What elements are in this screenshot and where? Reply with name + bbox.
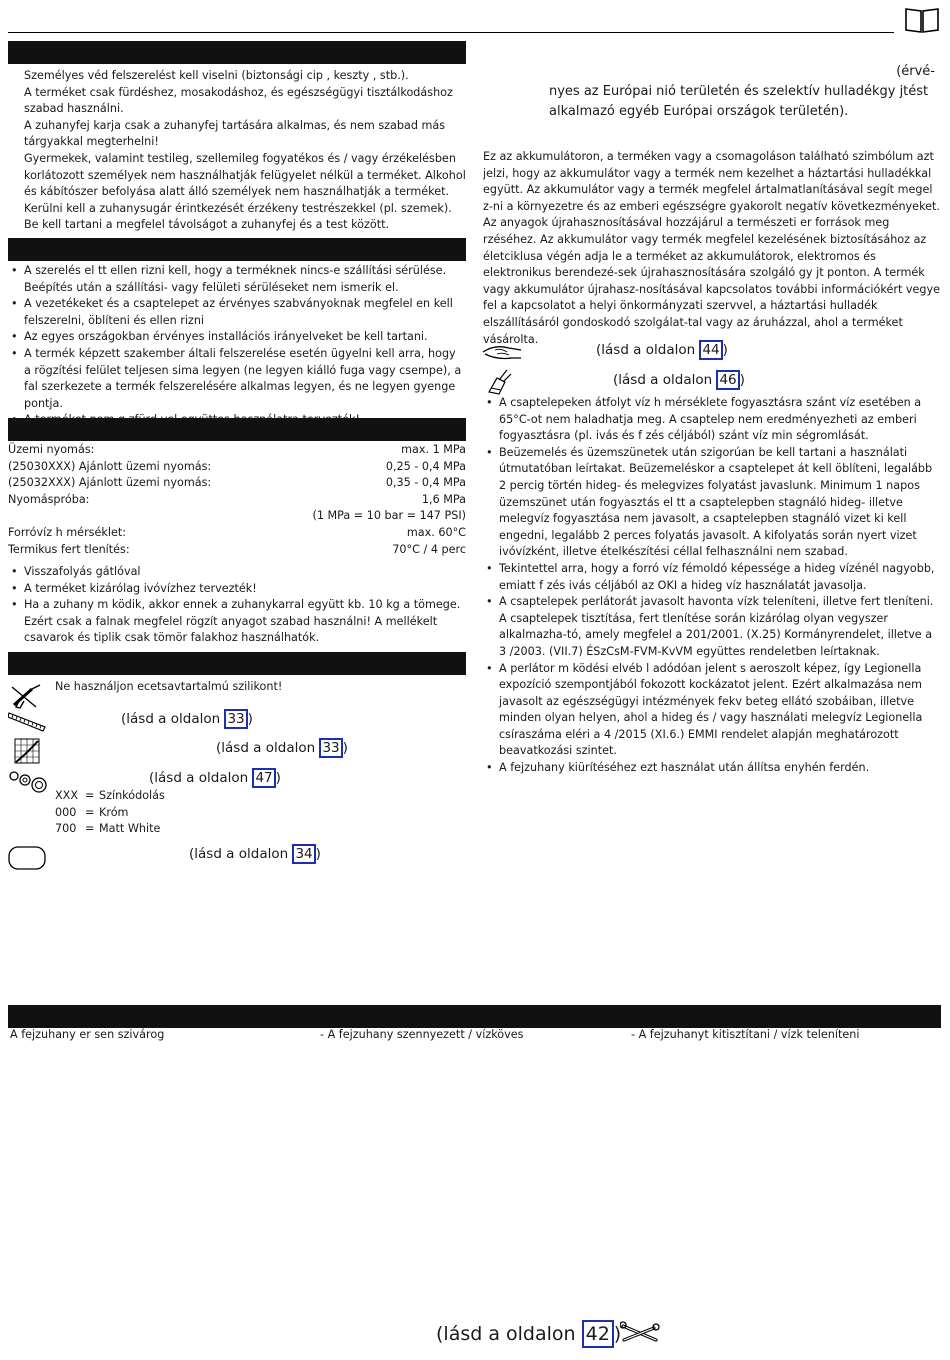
page-link-clean-hand[interactable]: 44: [699, 340, 722, 360]
spec-row: (25030XXX) Ajánlott üzemi nyomás: 0,25 - 0,4 MPa: [8, 459, 466, 473]
specs-notes: [8, 564, 466, 647]
install-item: • A szerelés el tt ellen rizni kell, hogy a terméknek nincs-e szállítási sérülése. Beépítés után a szállítási- vagy felületi sérüléseket nem ismerik el.: [8, 263, 466, 296]
ref-cleaning: (lásd a oldalon 34 ): [189, 846, 321, 862]
section-bar-troubleshooting: [8, 1005, 941, 1028]
spec-row: (25032XXX) Ajánlott üzemi nyomás: 0,35 - 0,4 MPa: [8, 476, 466, 490]
section-bar-specs: [8, 418, 466, 441]
note-item: • Tekintettel arra, hogy a forró víz fémoldó képessége a hideg vízénél nagyobb, emiatt f zés ivás céljából az OKI a hideg víz használatát javasolja.: [483, 561, 939, 594]
ref-parts: (lásd a oldalon 47 ): [149, 770, 281, 786]
ref-clean-hand: (lásd a oldalon 44 ): [596, 342, 728, 358]
specs-section: [8, 442, 466, 558]
color-code-row: 700 = Matt White: [55, 822, 161, 836]
ref-dimensions: (lásd a oldalon 33 ): [121, 711, 253, 727]
safety-line: A zuhanyfej karja csak a zuhanyfej tartására alkalmas, és nem szabad más tárgyakkal megterhelni!: [24, 118, 446, 149]
color-code-row: XXX = Színkódolás: [55, 789, 165, 802]
note-item: • A csaptelepeken átfolyt víz h mérséklete fogyasztásra szánt víz esetében a 65°C-ot nem haladhatja meg. A csaptelep nem eredményezheti az emberi fogyasztásra (pl. ivás és f zés céljából) szánt víz min ségromlását.: [483, 395, 939, 445]
safety-section: [8, 68, 466, 234]
ruler-icon: [8, 710, 46, 732]
spec-note: • A terméket kizárólag ivóvízhez tervezték!: [8, 581, 466, 598]
trouble-cause: - A fejzuhany szennyezett / vízköves: [320, 1028, 524, 1041]
battery-text: Ez az akkumulátoron, a terméken vagy a csomagoláson található szimbólum azt jelzi, hogy az akkumulátor vagy a termék nem kezelhet a háztartási hulladékkal együtt. Az akkumulátor vagy a termék megfelel ártalmatlanításával segít megel z-ni a környezetre és az emberi egészségre gyakorolt negatív következményeket. Az anyagok újrahasznosításával hozzájárul a természeti er források meg rzéséhez. Az akkumulátor vagy termék megfelel kezelésének biztosításához az életciklusa végén adja le a terméket az akkumulátorok, elektromos és elektronikus berendezé-sek újrahasznosítására szolgáló gy jt ponton. A termék vagy akkumulátor újrahasz-nosításával kapcsolatos további információkért vegye fel a kapcsolatot a helyi önkormányzati szervvel, a háztartási hulladék elszállításáról gondoskodó szolgálat-tal vagy az áruházzal, ahol a terméket vásárolta.: [483, 150, 941, 346]
note-item: • Beüzemelés és üzemszünetek után szigorúan be kell tartani a használati útmutatóban leírtakat. Beüzemeléskor a csaptelepet át kell öblíteni, legalább 2 percig történ hideg- és melegvizes folyatást javaslunk. Minimum 1 napos üzemszünet után fogyasztás el tt a csaptelepben stagnáló hideg- illetve melegvíz fogyasztása nem javasolt, a csaptelepben stagnáló vizet ki kell engedni, legalább 2 perces folyatás javasolt. A kifolyatás során nyert vizet ivóvízként, illetve ételkészítési céllal felhasználni nem szabad.: [483, 445, 939, 561]
spec-row: Forróvíz h mérséklet: max. 60°C: [8, 525, 466, 539]
spec-note: • Ha a zuhany m ködik, akkor ennek a zuhanykarral együtt kb. 10 kg a tömege. Ezért csak a falnak megfelel rögzít anyagot szabad használni! A mellékelt csavarok és tiplik csak tömör falakhoz használhatók.: [8, 597, 466, 647]
page-link-dimensions[interactable]: 33: [224, 709, 247, 729]
safety-line: Gyermekek, valamint testileg, szellemileg fogyatékos és / vagy érzékelésben korlátozott személyek nem használhatják felügyelet nélkül a terméket. Alkohol és kábítószer befolyása alatt álló személyek nem használhatják a terméket.: [24, 151, 466, 199]
spec-row: Nyomáspróba: 1,6 MPa: [8, 492, 466, 506]
hand-cleaning-icon: [481, 340, 523, 366]
note-item: • A fejzuhany kiürítéséhez ezt használat után állítsa enyhén ferdén.: [483, 760, 939, 777]
spec-note: • Visszafolyás gátlóval: [8, 564, 466, 581]
section-bar-safety: [8, 41, 466, 64]
section-bar-icons: [8, 652, 466, 675]
trouble-remedy: - A fejzuhanyt kitisztítani / vízk teleníteni: [631, 1028, 860, 1041]
spec-row: Termikus fert tlenítés: 70°C / 4 perc: [8, 542, 466, 556]
book-icon: [904, 6, 940, 34]
section-bar-install: [8, 238, 466, 261]
install-item: • A vezetékeket és a csaptelepet az érvényes szabványoknak megfelel en kell felszerelni, öblíteni és ellen rizni: [8, 296, 466, 329]
ref-clean-brush: (lásd a oldalon 46 ): [613, 372, 745, 388]
cleaning-symbol-icon: [8, 846, 46, 870]
install-section: [8, 263, 466, 429]
header-rule: [8, 32, 894, 33]
install-item: • Az egyes országokban érvényes installációs irányelveket be kell tartani.: [8, 329, 466, 346]
tools-icon: [620, 1320, 660, 1346]
page-link-parts[interactable]: 47: [252, 768, 275, 788]
trouble-problem: A fejzuhany er sen szivárog: [10, 1028, 165, 1041]
spec-row: (1 MPa = 10 bar = 147 PSI): [312, 509, 466, 523]
safety-line: Személyes véd felszerelést kell viselni (biztonsági cip , keszty , stb.).: [24, 69, 409, 82]
page-link-cleaning[interactable]: 34: [292, 844, 315, 864]
install-item: • A termék képzett szakember általi felszerelése esetén ügyelni kell arra, hogy a rögzítési felület teljesen sima legyen (ne legyen kiálló fuga vagy csempe), a fal szerkezete a termék felszerelésére alkalmas legyen, és ne legyen gyenge pontja.: [8, 346, 466, 412]
ref-flow: (lásd a oldalon 33 ): [216, 740, 348, 756]
brush-cleaning-icon: [485, 368, 515, 396]
safety-line: Kerülni kell a zuhanysugár érintkezését érzékeny testrészekkel (pl. szemek). Be kell tartani a megfelel távolságot a zuhanyfej és a test között.: [24, 201, 452, 232]
silicone-note: Ne használjon ecetsavtartalmú szilikont!: [55, 680, 283, 693]
color-codes: [55, 788, 165, 838]
page-link-clean-brush[interactable]: 46: [716, 370, 739, 390]
flow-diagram-icon: [14, 738, 40, 764]
spec-row: Üzemi nyomás: max. 1 MPa: [8, 443, 466, 456]
disposal-text: (érvé- nyes az Európai nió területén és szelektív hulladékgy jtést alkalmazó egyéb Európai országok területén).: [549, 64, 935, 119]
spare-parts-icon: [8, 768, 48, 794]
safety-line: A terméket csak fürdéshez, mosakodáshoz, és egészségügyi tisztálkodáshoz szabad használni.: [24, 85, 453, 116]
hungary-notes: [483, 395, 939, 777]
note-item: • A perlátor m ködési elvéb l adódóan jelent s aeroszolt képez, így Legionella expozíció szempontjából fokozott kockázatot jelent. Ezért alkalmazása nem javasolt az egészségügyi intézmények fekv beteg ellátó szobáiban, illetve minden olyan helyen, ahol a hideg és / vagy használati melegvíz Legionella csíraszáma eléri a 4 /2015 (XI.6.) EMMI rendelet alapján meghatározott beavatkozási szintet.: [483, 661, 939, 761]
page-link-flow[interactable]: 33: [319, 738, 342, 758]
silicone-gun-icon: [10, 683, 42, 709]
color-code-row: 000 = Króm: [55, 805, 129, 819]
note-item: • A csaptelepek perlátorát javasolt havonta vízk teleníteni, illetve fert tleníteni. A csaptelepek tisztítása, fert tlenítése során kizárólag olyan vegyszer alkalmazha-tó, amely megfelel a 201/2001. (X.25) Kormányrendelet, illetve a 3 /2003. (VII.7) ÉSzCsM-FVM-KvVM együttes rendeletben leírtaknak.: [483, 594, 939, 660]
footer-ref: (lásd a oldalon 42 ): [436, 1320, 621, 1348]
page-link-footer[interactable]: 42: [582, 1320, 614, 1348]
